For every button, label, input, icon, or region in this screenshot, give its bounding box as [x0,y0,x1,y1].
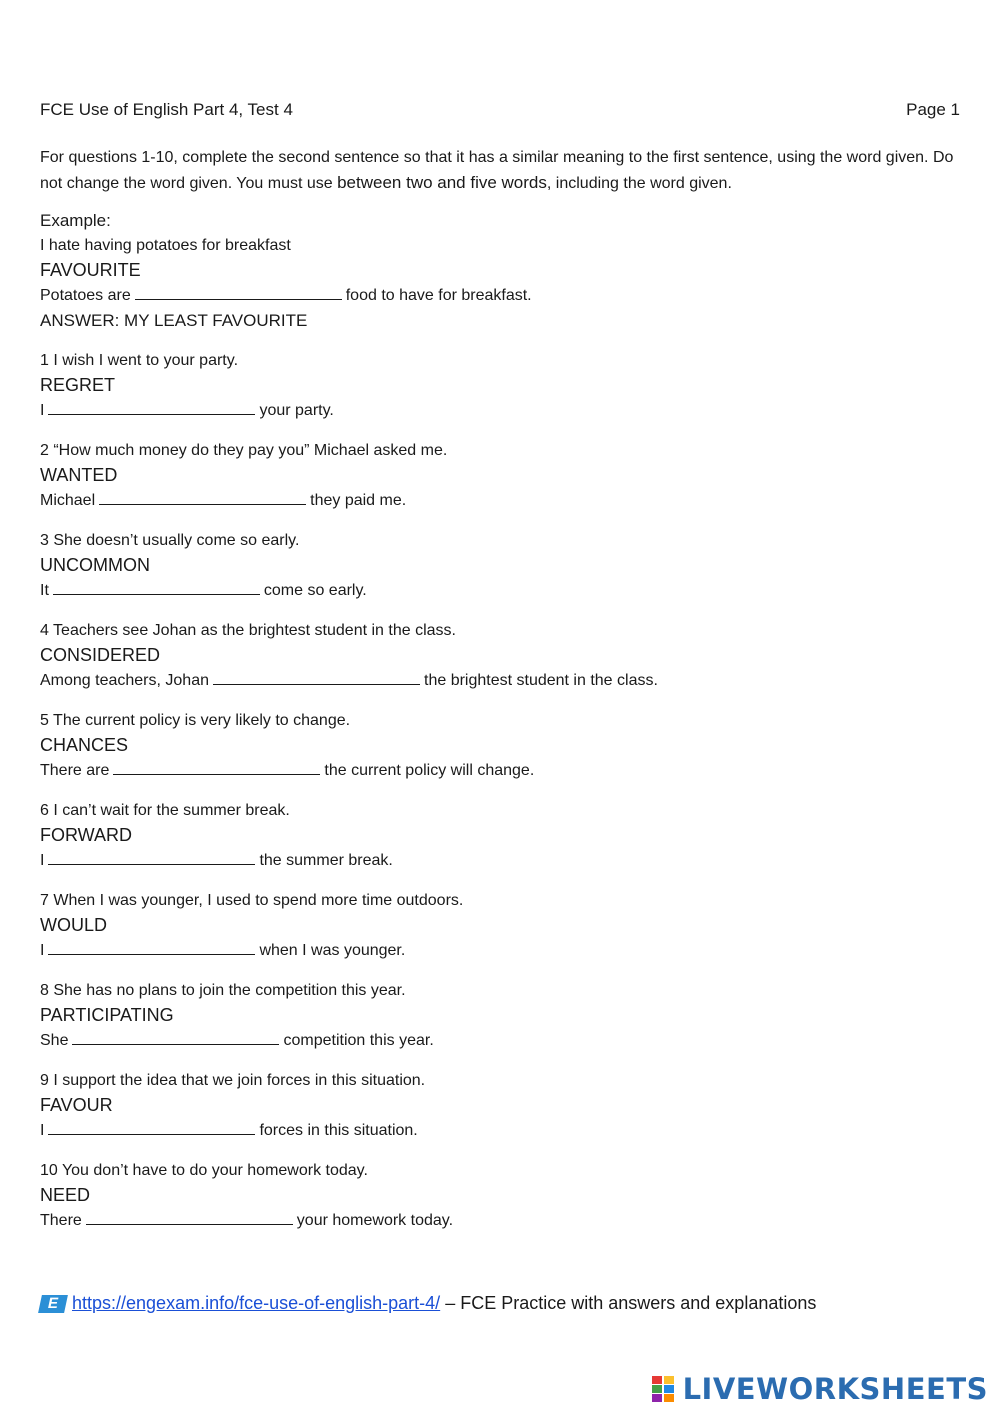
question-keyword: WOULD [40,915,107,935]
instructions-text-end: , including the word given. [546,175,732,192]
question-5 [40,708,955,798]
question-keyword: UNCOMMON [40,555,150,575]
question-1 [40,348,955,438]
answer-blank-5[interactable] [113,759,320,775]
question-sentence: 5 The current policy is very likely to change. [40,712,351,729]
question-before: Michael [40,492,96,509]
question-keyword: NEED [40,1185,91,1205]
example-label: Example: [40,211,111,230]
example-before: Potatoes are [40,287,131,304]
question-transform [40,848,955,873]
question-9 [40,1068,955,1158]
example-keyword: FAVOURITE [40,260,141,280]
question-before: I [40,1122,45,1139]
question-after: they paid me. [310,492,407,509]
liveworksheets-logo-icon [652,1376,674,1402]
question-after: forces in this situation. [259,1122,418,1139]
answer-blank-7[interactable] [48,939,255,955]
question-10 [40,1158,955,1248]
answer-blank-10[interactable] [86,1209,293,1225]
question-after: come so early. [263,582,367,599]
answer-blank-2[interactable] [99,489,306,505]
liveworksheets-brand [652,1372,988,1406]
example-answer: ANSWER: MY LEAST FAVOURITE [40,311,308,330]
question-sentence: 6 I can’t wait for the summer break. [40,802,290,819]
question-keyword: REGRET [40,375,116,395]
document-title: FCE Use of English Part 4, Test 4 [40,100,293,119]
question-after: the brightest student in the class. [424,672,658,689]
question-before: It [40,582,49,599]
page-number: Page 1 [906,100,960,119]
question-sentence: 3 She doesn’t usually come so early. [40,532,300,549]
question-sentence: 9 I support the idea that we join forces in this situation. [40,1072,426,1089]
question-transform [40,578,955,603]
engexam-logo-icon: E [38,1295,68,1313]
example-blank [135,284,342,300]
instructions [40,145,955,196]
question-keyword: CONSIDERED [40,645,161,665]
questions-list [40,348,955,1248]
question-sentence: 7 When I was younger, I used to spend more time outdoors. [40,892,464,909]
question-transform [40,938,955,963]
question-keyword: WANTED [40,465,118,485]
question-before: Among teachers, Johan [40,672,209,689]
question-transform [40,1118,955,1143]
example-after: food to have for breakfast. [345,287,532,304]
question-after: the summer break. [259,852,393,869]
footer [40,1291,970,1315]
question-before: I [40,402,45,419]
question-sentence: 8 She has no plans to join the competition this year. [40,982,406,999]
answer-blank-6[interactable] [48,849,255,865]
question-7 [40,888,955,978]
answer-blank-1[interactable] [48,399,255,415]
liveworksheets-wordmark: LIVEWORKSHEETS [682,1372,988,1406]
footer-description: – FCE Practice with answers and explanations [440,1293,817,1313]
question-keyword: PARTICIPATING [40,1005,174,1025]
question-transform [40,668,955,693]
question-transform [40,758,955,783]
question-keyword: FORWARD [40,825,132,845]
answer-blank-8[interactable] [72,1029,279,1045]
question-before: There [40,1212,82,1229]
question-sentence: 10 You don’t have to do your homework today. [40,1162,368,1179]
engexam-link[interactable]: https://engexam.info/fce-use-of-english-part-4/ [72,1293,441,1313]
answer-blank-3[interactable] [53,579,260,595]
question-before: There are [40,762,110,779]
question-sentence: 1 I wish I went to your party. [40,352,239,369]
question-transform [40,398,955,423]
question-3 [40,528,955,618]
question-4 [40,618,955,708]
question-transform [40,1028,955,1053]
instructions-emphasis: between two and five words [337,173,547,192]
question-8 [40,978,955,1068]
answer-blank-4[interactable] [213,669,420,685]
question-2 [40,438,955,528]
page-header [40,100,960,122]
answer-blank-9[interactable] [48,1119,255,1135]
example-transform [40,283,955,308]
question-transform [40,488,955,513]
question-6 [40,798,955,888]
question-before: She [40,1032,69,1049]
question-sentence: 4 Teachers see Johan as the brightest student in the class. [40,622,456,639]
question-after: your party. [259,402,334,419]
question-keyword: CHANCES [40,735,129,755]
question-before: I [40,852,45,869]
question-sentence: 2 “How much money do they pay you” Michael asked me. [40,442,448,459]
question-transform [40,1208,955,1233]
question-before: I [40,942,45,959]
question-after: your homework today. [296,1212,454,1229]
question-after: competition this year. [283,1032,434,1049]
instructions-text: For questions 1-10, complete the second sentence so that it has a similar meaning to the first sentence, using the word given. Do not change the word given. You must use [40,149,954,192]
example-block [40,208,955,333]
question-keyword: FAVOUR [40,1095,113,1115]
example-sentence: I hate having potatoes for breakfast [40,237,291,254]
question-after: when I was younger. [259,942,406,959]
question-after: the current policy will change. [324,762,535,779]
